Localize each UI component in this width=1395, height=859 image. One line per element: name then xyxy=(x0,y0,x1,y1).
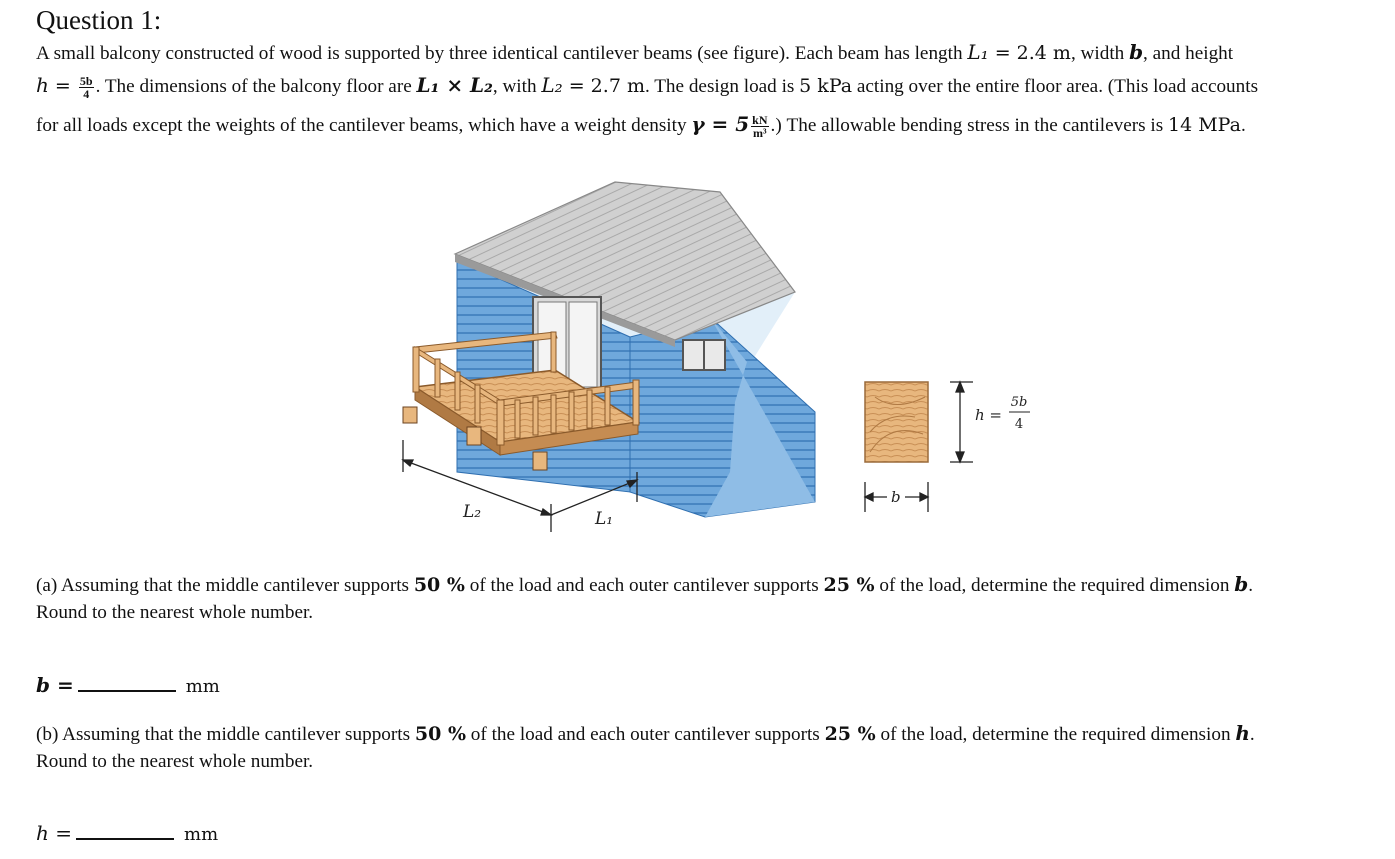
h-dim-num: 5b xyxy=(1010,395,1028,410)
L1-symbol: L₁ xyxy=(967,40,989,64)
intro-line-1: A small balcony constructed of wood is supported by three identical cantilever beams (see figure). Each beam has length L₁ = 2.4 m, width b, and height xyxy=(36,40,1234,64)
h-dim-den: 4 xyxy=(1014,417,1024,432)
answer-b-row xyxy=(36,673,220,698)
answer-b-unit: mm xyxy=(185,676,220,697)
h-symbol: h xyxy=(36,73,49,97)
L2-value: = 2.7 m xyxy=(562,75,645,97)
b-symbol: b xyxy=(1129,40,1144,64)
part-a-question: (a) Assuming that the middle cantilever supports 50 % of the load and each outer cantilever supports 25 % of the load, determine the required dimension b. Round to the nearest whole number. xyxy=(36,572,1254,623)
L2-label: L₂ xyxy=(463,502,482,522)
beam-end-left xyxy=(403,407,417,423)
answer-h-label: h = xyxy=(36,821,72,845)
h-fraction: $\frac{5b}{4}$ xyxy=(79,74,93,102)
beam-end-middle xyxy=(467,427,481,445)
beam-end-right xyxy=(533,452,547,470)
answer-b-blank[interactable] xyxy=(78,676,176,692)
b-dim-label: b xyxy=(891,488,901,506)
balcony-figure xyxy=(375,172,1040,544)
answer-h-blank[interactable] xyxy=(76,824,174,840)
answer-b-label: b = xyxy=(36,673,74,697)
beam-cross-section xyxy=(865,382,928,462)
unit-fraction: $\frac{kN}{\text{m³}}$ xyxy=(752,113,768,141)
floor-dims: L₁ × L₂ xyxy=(416,73,493,97)
part-b-question: (b) Assuming that the middle cantilever supports 50 % of the load and each outer cantilever supports 25 % of the load, determine the required dimension h. Round to the nearest whole number. xyxy=(36,721,1255,772)
L2-symbol: L₂ xyxy=(541,73,563,97)
gamma-value: γ = 5 xyxy=(691,112,750,136)
answer-h-unit: mm xyxy=(184,824,219,845)
intro-line-3: for all loads except the weights of the cantilever beams, which have a weight density γ = 5 $\frac{kN}{\text{m³}}$ .) The allowable bending stress in the cantilevers is 14 MPa. xyxy=(36,112,1246,141)
design-load: 5 kPa xyxy=(799,75,853,97)
L1-value: = 2.4 m xyxy=(988,42,1071,64)
h-dim-label: h = xyxy=(975,406,1002,424)
L1-label: L₁ xyxy=(595,509,614,529)
answer-h-row xyxy=(36,821,218,846)
intro-line-2: h = $\frac{5b}{4}$ . The dimensions of the balcony floor are L₁ × L₂, with L₂ = 2.7 m. The design load is 5 kPa acting over the entire floor area. (This load accounts xyxy=(36,73,1259,102)
question-title: Question 1: xyxy=(36,5,162,35)
allowable-stress: 14 MPa xyxy=(1168,114,1241,136)
